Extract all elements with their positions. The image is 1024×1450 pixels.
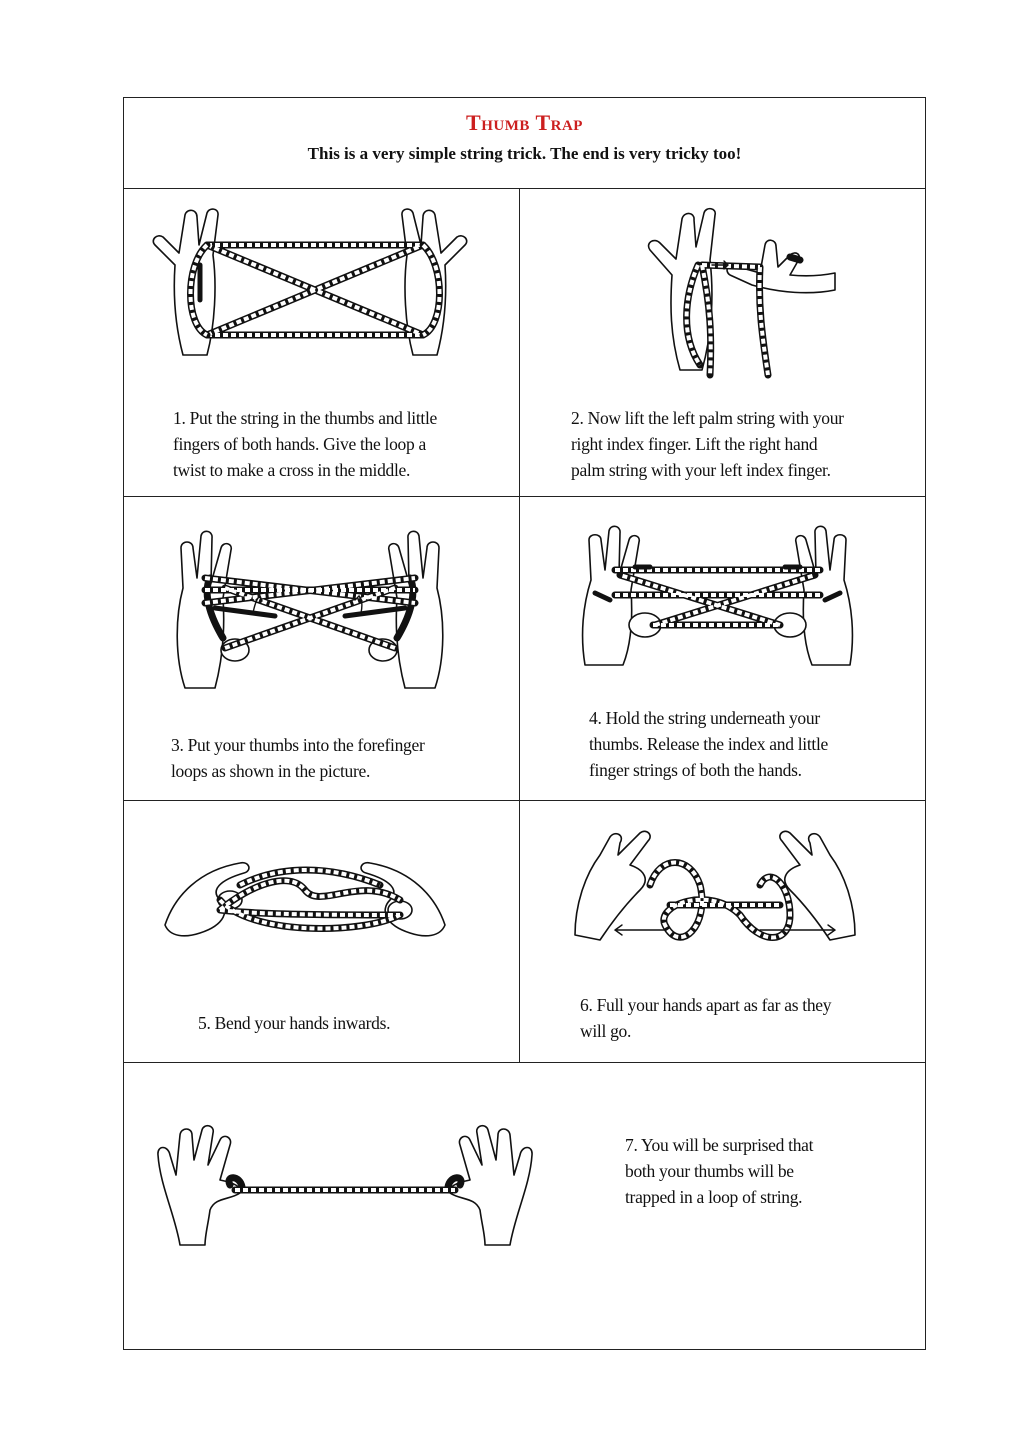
header [124,98,925,188]
caption-line: 5. Bend your hands inwards. [198,1013,391,1033]
step-6-illustration [570,825,860,965]
step-3-caption [171,732,425,784]
column-divider [519,188,520,1062]
step-4-illustration [575,525,860,675]
divider [124,496,925,497]
caption-line: 2. Now lift the left palm string with your [571,408,844,428]
caption-line: will go. [580,1021,632,1041]
step-5-illustration [160,855,450,950]
caption-line: both your thumbs will be [625,1161,794,1181]
caption-line: fingers of both hands. Give the loop a [173,434,426,454]
step-6-caption [580,992,831,1044]
caption-line: 7. You will be surprised that [625,1135,814,1155]
caption-line: 3. Put your thumbs into the forefinger [171,735,425,755]
step-1-illustration [145,205,475,380]
caption-line: right index finger. Lift the right hand [571,434,818,454]
caption-line: palm string with your left index finger. [571,460,831,480]
step-3-illustration [165,528,455,698]
step-2-illustration [640,205,840,380]
step-7-caption [625,1132,813,1210]
page-subtitle: This is a very simple string trick. The end is very tricky too! [307,144,742,163]
divider [124,188,925,189]
step-2-caption [571,405,844,483]
step-4-caption [589,705,828,783]
caption-line: 1. Put the string in the thumbs and little [173,408,437,428]
caption-line: loops as shown in the picture. [171,761,371,781]
divider [124,1062,925,1063]
caption-line: finger strings of both the hands. [589,760,802,780]
caption-line: twist to make a cross in the middle. [173,460,411,480]
caption-line: thumbs. Release the index and little [589,734,829,754]
step-7-illustration [150,1115,540,1250]
page-title: Thumb Trap [466,110,583,135]
divider [124,800,925,801]
caption-line: trapped in a loop of string. [625,1187,803,1207]
step-1-caption [173,405,437,483]
step-5-caption [198,1010,390,1036]
caption-line: 4. Hold the string underneath your [589,708,820,728]
caption-line: 6. Full your hands apart as far as they [580,995,832,1015]
